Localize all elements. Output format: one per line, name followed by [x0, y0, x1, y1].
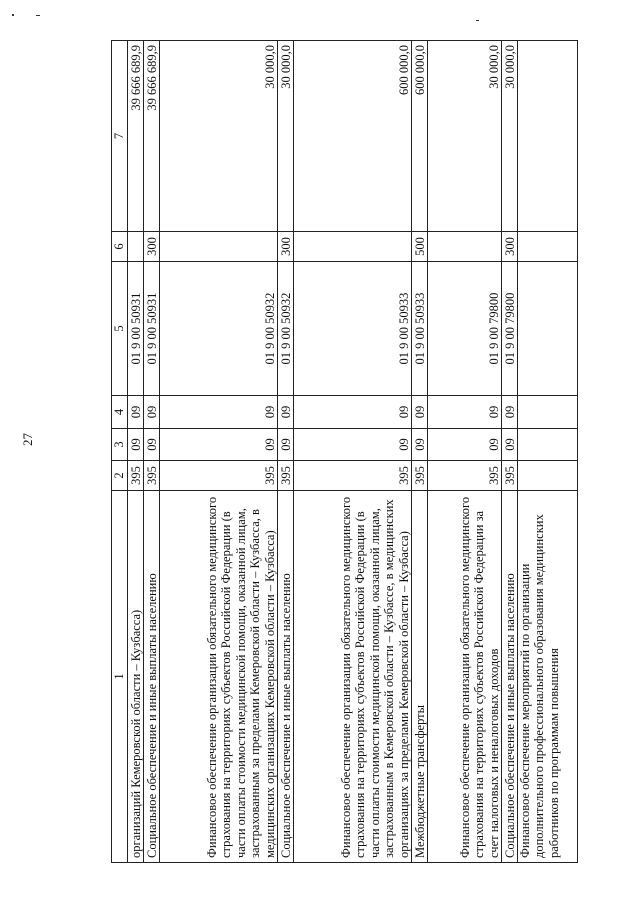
row-code-2: 395 [128, 461, 144, 491]
row-name: Социальное обеспечение и иные выплаты населению [278, 491, 294, 863]
row-code-5: 01 9 00 79800 [502, 262, 518, 396]
row-code-2: 395 [428, 461, 502, 491]
row-code-5 [518, 262, 578, 396]
row-amount [518, 41, 578, 232]
row-code-3 [518, 429, 578, 461]
row-code-6 [518, 232, 578, 262]
row-name: организаций Кемеровской области – Кузбасса) [128, 491, 144, 863]
row-name: Финансовое обеспечение организации обязательного медицинского страхования на территориях субъектов Российской Федерации (в части оплаты стоимости медицинской помощи, оказанной лицам, застрахованным в Кемеровской области – Кузбассе, в медицинских организациях за пределами Кемеровской области – Кузбасса) [294, 491, 412, 863]
row-amount: 39 666 689,9 [144, 41, 160, 232]
row-code-4: 09 [294, 396, 412, 429]
header-cell: 4 [112, 396, 128, 429]
row-code-4: 09 [160, 396, 278, 429]
header-cell: 7 [112, 41, 128, 232]
row-code-4: 09 [428, 396, 502, 429]
row-code-6 [428, 232, 502, 262]
row-amount: 600 000,0 [294, 41, 412, 232]
row-code-2: 395 [278, 461, 294, 491]
row-code-3: 09 [412, 429, 428, 461]
rotated-table-container [111, 41, 572, 863]
scan-speck [36, 15, 40, 16]
row-code-3: 09 [428, 429, 502, 461]
row-amount: 30 000,0 [502, 41, 518, 232]
row-code-5: 01 9 00 50933 [412, 262, 428, 396]
row-code-5: 01 9 00 50932 [160, 262, 278, 396]
row-amount: 30 000,0 [428, 41, 502, 232]
header-cell: 2 [112, 461, 128, 491]
row-code-2: 395 [502, 461, 518, 491]
row-code-5: 01 9 00 50931 [128, 262, 144, 396]
row-name: Финансовое обеспечение организации обязательного медицинского страхования на территориях субъектов Российской Федерации (в части оплаты стоимости медицинской помощи, оказанной лицам, застрахованным за пределами Кемеровской области – Кузбасса, в медицинских организациях Кемеровской области – Кузбасса) [160, 491, 278, 863]
row-code-6 [128, 232, 144, 262]
table-header-row [112, 41, 128, 863]
table-row [128, 41, 144, 863]
row-name: Межбюджетные трансферты [412, 491, 428, 863]
row-code-5: 01 9 00 50931 [144, 262, 160, 396]
page-number: 27 [20, 433, 35, 446]
row-name: Социальное обеспечение и иные выплаты населению [502, 491, 518, 863]
scan-speck [12, 14, 14, 16]
row-code-6: 300 [278, 232, 294, 262]
row-code-4 [518, 396, 578, 429]
row-code-3: 09 [294, 429, 412, 461]
row-code-2: 395 [412, 461, 428, 491]
row-code-3: 09 [144, 429, 160, 461]
table-row [502, 41, 518, 863]
row-code-4: 09 [412, 396, 428, 429]
row-code-6: 300 [144, 232, 160, 262]
row-code-3: 09 [502, 429, 518, 461]
row-code-3: 09 [128, 429, 144, 461]
row-code-5: 01 9 00 50933 [294, 262, 412, 396]
table-row [278, 41, 294, 863]
header-cell: 3 [112, 429, 128, 461]
row-amount: 30 000,0 [278, 41, 294, 232]
budget-table [111, 40, 578, 863]
row-amount: 600 000,0 [412, 41, 428, 232]
row-code-4: 09 [278, 396, 294, 429]
row-code-6 [160, 232, 278, 262]
row-code-6: 500 [412, 232, 428, 262]
table-row [428, 41, 502, 863]
header-cell: 5 [112, 262, 128, 396]
row-code-4: 09 [144, 396, 160, 429]
table-row [144, 41, 160, 863]
row-code-6: 300 [502, 232, 518, 262]
row-name: Социальное обеспечение и иные выплаты населению [144, 491, 160, 863]
header-cell: 1 [112, 491, 128, 863]
header-cell: 6 [112, 232, 128, 262]
row-code-2: 395 [144, 461, 160, 491]
row-code-6 [294, 232, 412, 262]
scan-speck [476, 20, 479, 21]
row-amount: 39 666 689,9 [128, 41, 144, 232]
row-code-3: 09 [160, 429, 278, 461]
row-code-2: 395 [294, 461, 412, 491]
table-row [518, 41, 578, 863]
row-amount: 30 000,0 [160, 41, 278, 232]
row-name: Финансовое обеспечение мероприятий по организации дополнительного профессионального образования медицинских работников по программам повышения [518, 491, 578, 863]
row-code-2 [518, 461, 578, 491]
row-code-2: 395 [160, 461, 278, 491]
table-row [412, 41, 428, 863]
row-code-5: 01 9 00 50932 [278, 262, 294, 396]
row-name: Финансовое обеспечение организации обязательного медицинского страхования на территориях субъектов Российской Федерации за счет налоговых и неналоговых доходов [428, 491, 502, 863]
table-row [160, 41, 278, 863]
row-code-4: 09 [502, 396, 518, 429]
row-code-4: 09 [128, 396, 144, 429]
table-row [294, 41, 412, 863]
row-code-5: 01 9 00 79800 [428, 262, 502, 396]
row-code-3: 09 [278, 429, 294, 461]
